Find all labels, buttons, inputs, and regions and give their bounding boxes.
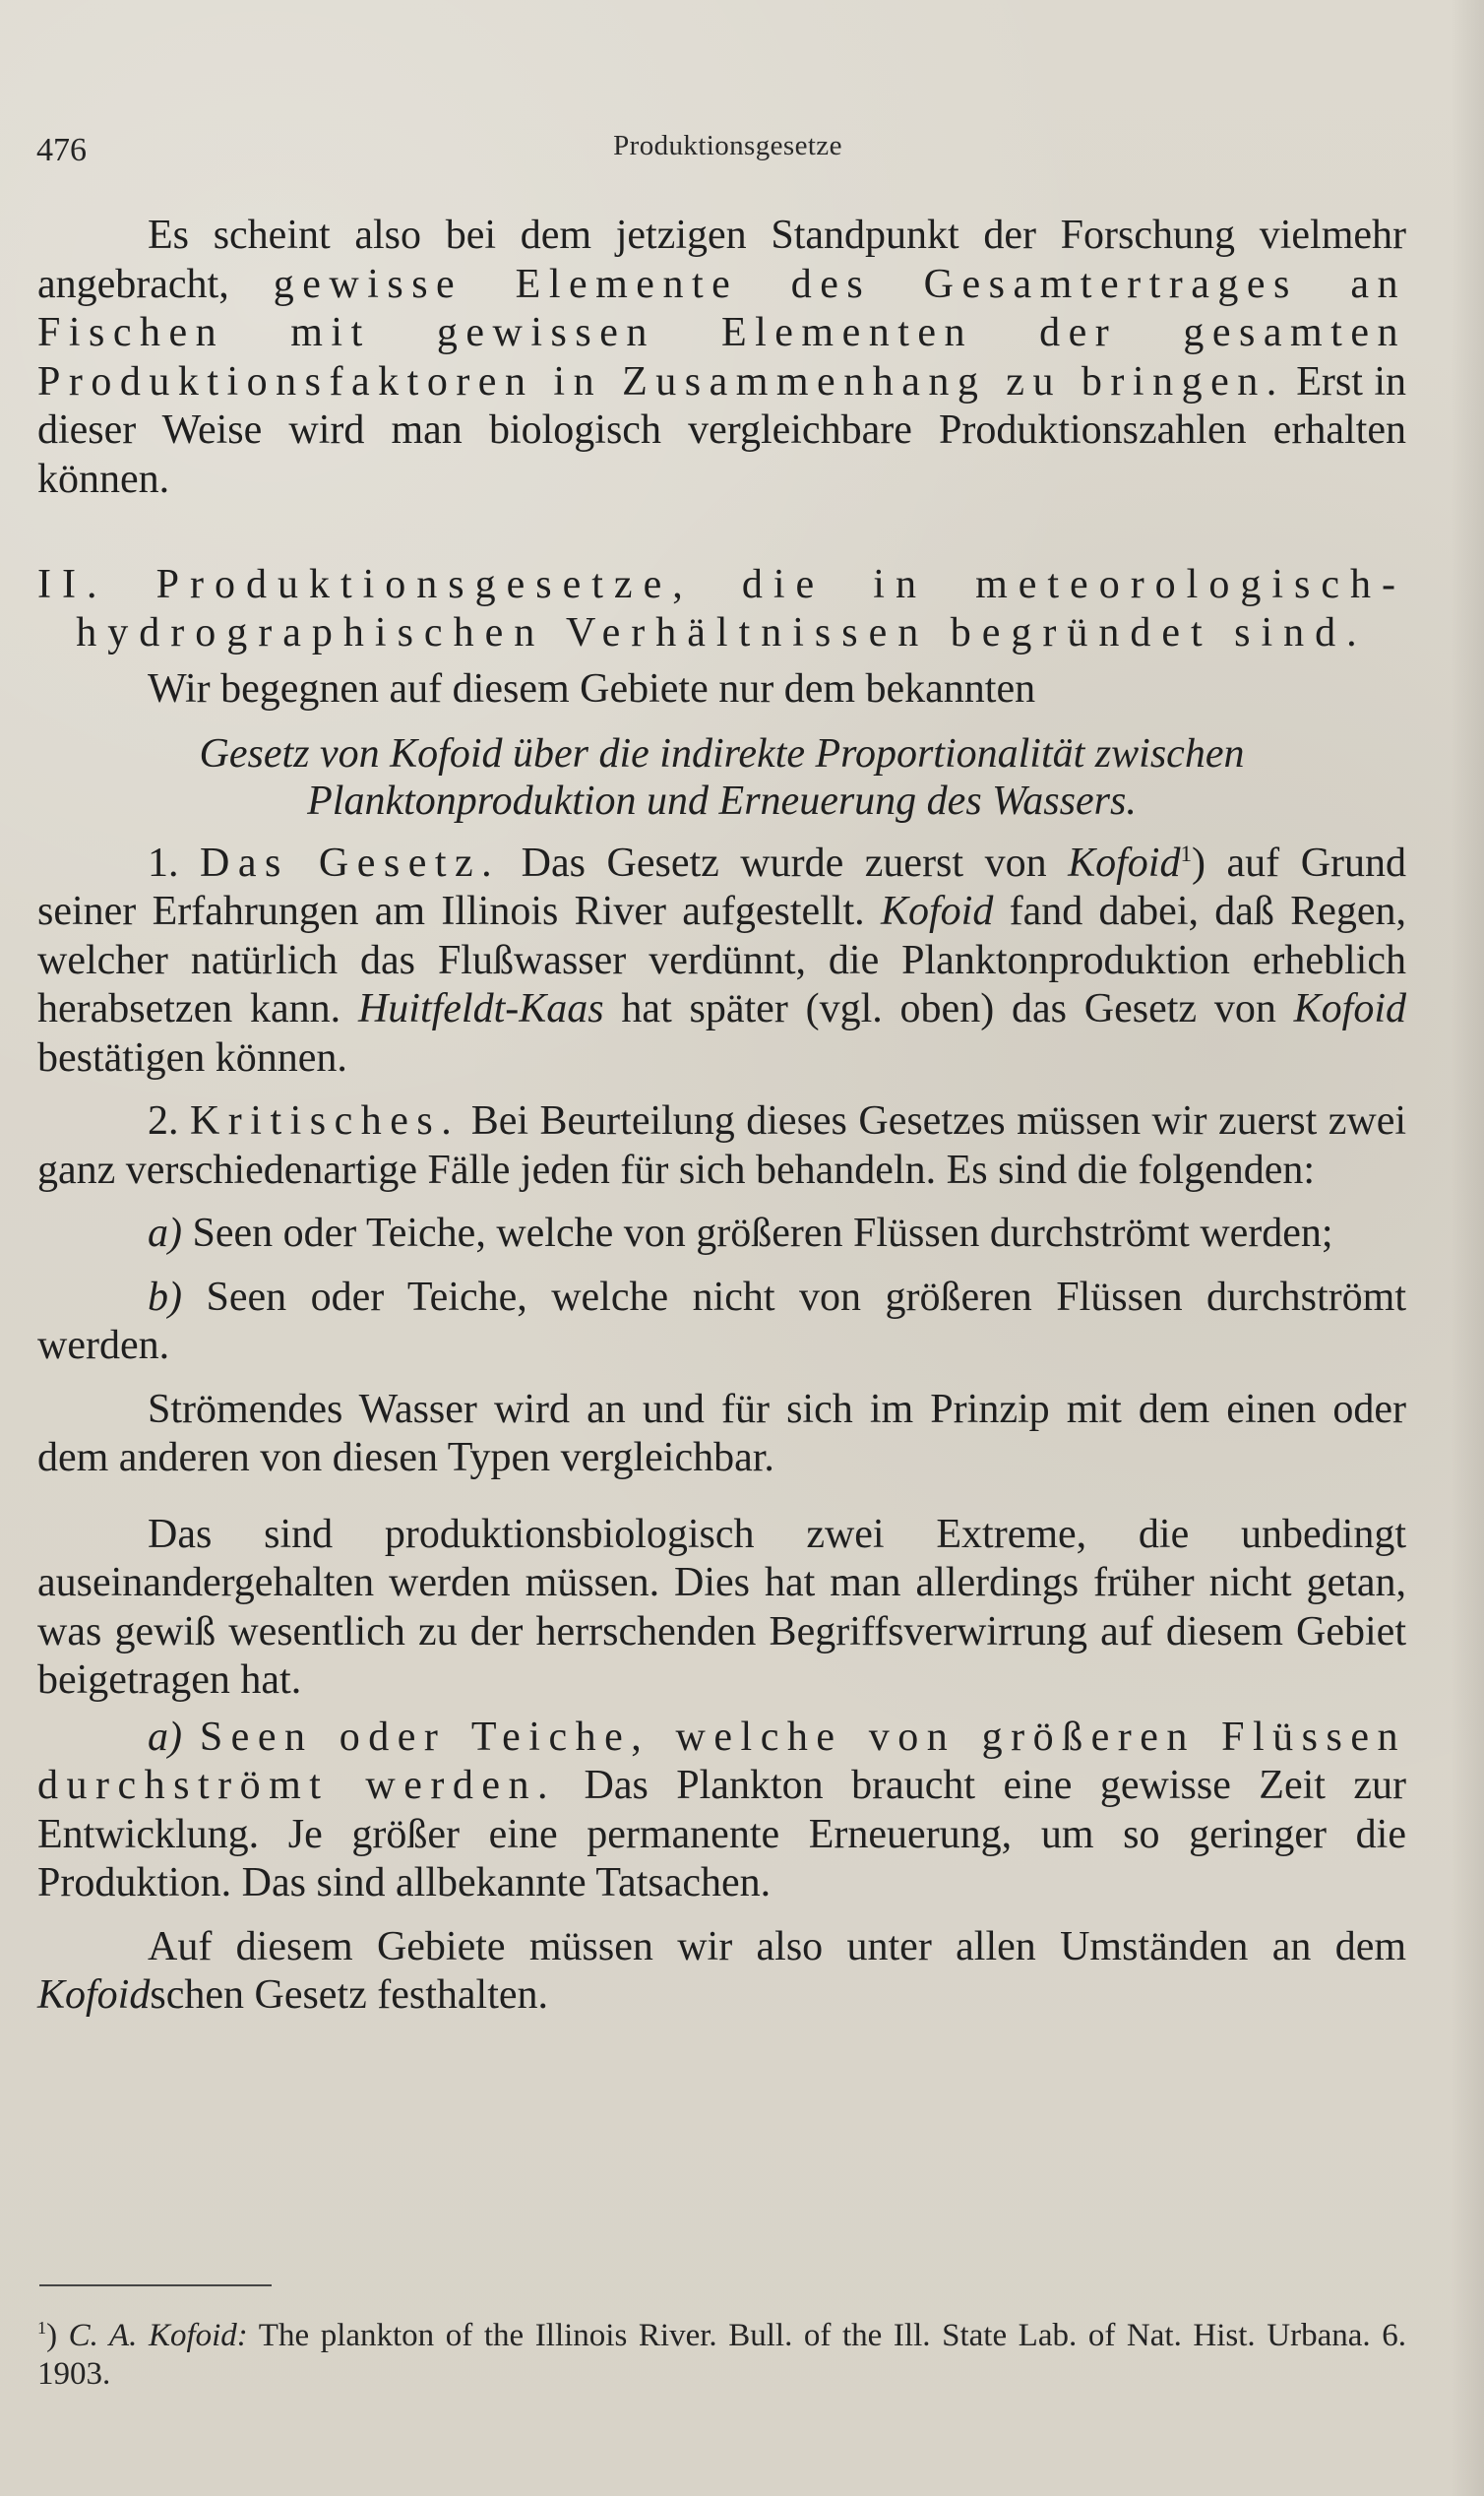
page-number: 476	[36, 132, 87, 168]
final-text-after: schen Gesetz festhalten.	[150, 1972, 549, 2018]
intro-spaced-text: gewisse Elemente des Gesamtertrages an Fischen mit gewissen Elementen der gesamten Produktionsfaktoren in Zusammenhang zu bringen.	[37, 261, 1407, 405]
critical-paragraph	[37, 1097, 1406, 1195]
author-name-kofoid: Kofoid	[1068, 840, 1181, 886]
case-a-paragraph	[37, 1210, 1406, 1259]
intro-paragraph	[37, 212, 1406, 504]
extremes-paragraph: Das sind produktionsbiologisch zwei Extreme, die unbedingt auseinandergehalten werden müssen. Dies hat man allerdings früher nicht getan, was gewiß wesentlich zu der herrschenden Begriffsverwirrung auf diesem Gebiet beigetragen hat.	[37, 1511, 1406, 1703]
law-number: 1.	[148, 840, 179, 886]
final-text-before: Auf diesem Gebiete müssen wir also unter allen Umständen an dem	[148, 1923, 1406, 1969]
law-text-4: bestätigen können.	[37, 1034, 347, 1081]
flow-paragraph: Strömendes Wasser wird an und für sich im Prinzip mit dem einen oder dem anderen von diesen Typen vergleichbar.	[37, 1386, 1406, 1480]
section-heading: II. Produktionsgesetze, die in meteorologisch-hydrographischen Verhältnissen begründet sind.	[37, 562, 1406, 655]
case-b-text: Seen oder Teiche, welche nicht von größeren Flüssen durchströmt werden.	[37, 1274, 1407, 1368]
case-a-text: Seen oder Teiche, welche von größeren Flüssen durchströmt werden;	[192, 1211, 1333, 1256]
case-a-detail-text: Das Plankton braucht eine gewisse Zeit zur Entwicklung. Je größer eine permanente Erneuerung, um so geringer die Produktion. Das sind allbekannte Tatsachen.	[37, 1763, 1407, 1905]
law-text-after-note: ) auf Grund seiner Erfahrungen am Illinois River aufgestellt.	[37, 840, 1407, 934]
footnote-1: $^1$) C. A. Kofoid: The plankton of the Illinois River. Bull. of the Ill. State Lab. of Nat. Hist. Urbana. 6. 1903.	[37, 2318, 1406, 2392]
footnote-author: C. A. Kofoid:	[68, 2318, 248, 2353]
footnote-rule	[39, 2284, 272, 2286]
law-text-2: fand dabei, daß Regen, welcher natürlich das Flußwasser verdünnt, die Planktonproduktion erheblich herabsetzen kann.	[37, 889, 1407, 1031]
critical-text: Bei Beurteilung dieses Gesetzes müssen wir zuerst zwei ganz verschiedenartige Fälle jeden für sich behandeln. Es sind die folgenden:	[37, 1098, 1407, 1193]
intro-rest: Erst in dieser Weise wird man biologisch vergleichbare Produktionszahlen erhalten können.	[37, 358, 1407, 502]
final-author-name: Kofoid	[37, 1972, 151, 2018]
law-paragraph	[37, 840, 1406, 1084]
case-a-detail-spaced-text: Seen oder Teiche, welche von größeren Flüssen durchströmt werden.	[37, 1714, 1407, 1808]
intro-lead: vielmehr angebracht,	[37, 213, 1406, 307]
law-label: Das Gesetz.	[200, 840, 501, 886]
law-intro: Wir begegnen auf diesem Gebiete nur dem bekannten	[148, 666, 1036, 712]
main-text	[37, 212, 1406, 2021]
case-b-label: b)	[148, 1274, 182, 1320]
law-title: Gesetz von Kofoid über die indirekte Proportionalität zwischen Planktonproduktion und Erneuerung des Wassers.	[199, 730, 1245, 824]
footnote-reference: 1	[1180, 840, 1193, 866]
footnotes	[37, 2317, 1406, 2394]
author-name-huitfeldt-kaas: Huitfeldt-Kaas	[357, 986, 604, 1031]
footnote-mark: 1	[37, 2318, 47, 2338]
author-name-kofoid-repeat: Kofoid	[880, 889, 994, 934]
law-text-3: hat später (vgl. oben) das Gesetz von	[621, 986, 1276, 1031]
running-head: Produktionsgesetze	[613, 130, 842, 161]
case-a-detail-paragraph	[37, 1714, 1406, 1908]
critical-label: Kritisches.	[189, 1098, 461, 1144]
author-name-kofoid-3: Kofoid	[1293, 986, 1406, 1031]
case-b-paragraph	[37, 1274, 1406, 1371]
final-paragraph	[37, 1923, 1406, 2021]
page-header	[36, 130, 1419, 173]
case-a-label: a)	[148, 1211, 182, 1256]
case-a-detail-label: a)	[148, 1714, 182, 1760]
critical-number: 2.	[148, 1098, 179, 1144]
intro-line-1: Es scheint also bei dem jetzigen Standpunkt der Forschung	[148, 213, 1236, 258]
page-edge-shadow	[1451, 0, 1484, 2496]
footnote-text: The plankton of the Illinois River. Bull. of the Ill. State Lab. of Nat. Hist. Urbana. 6. 1903.	[37, 2318, 1406, 2392]
law-text-before-name: Das Gesetz wurde zuerst von	[521, 840, 1047, 886]
